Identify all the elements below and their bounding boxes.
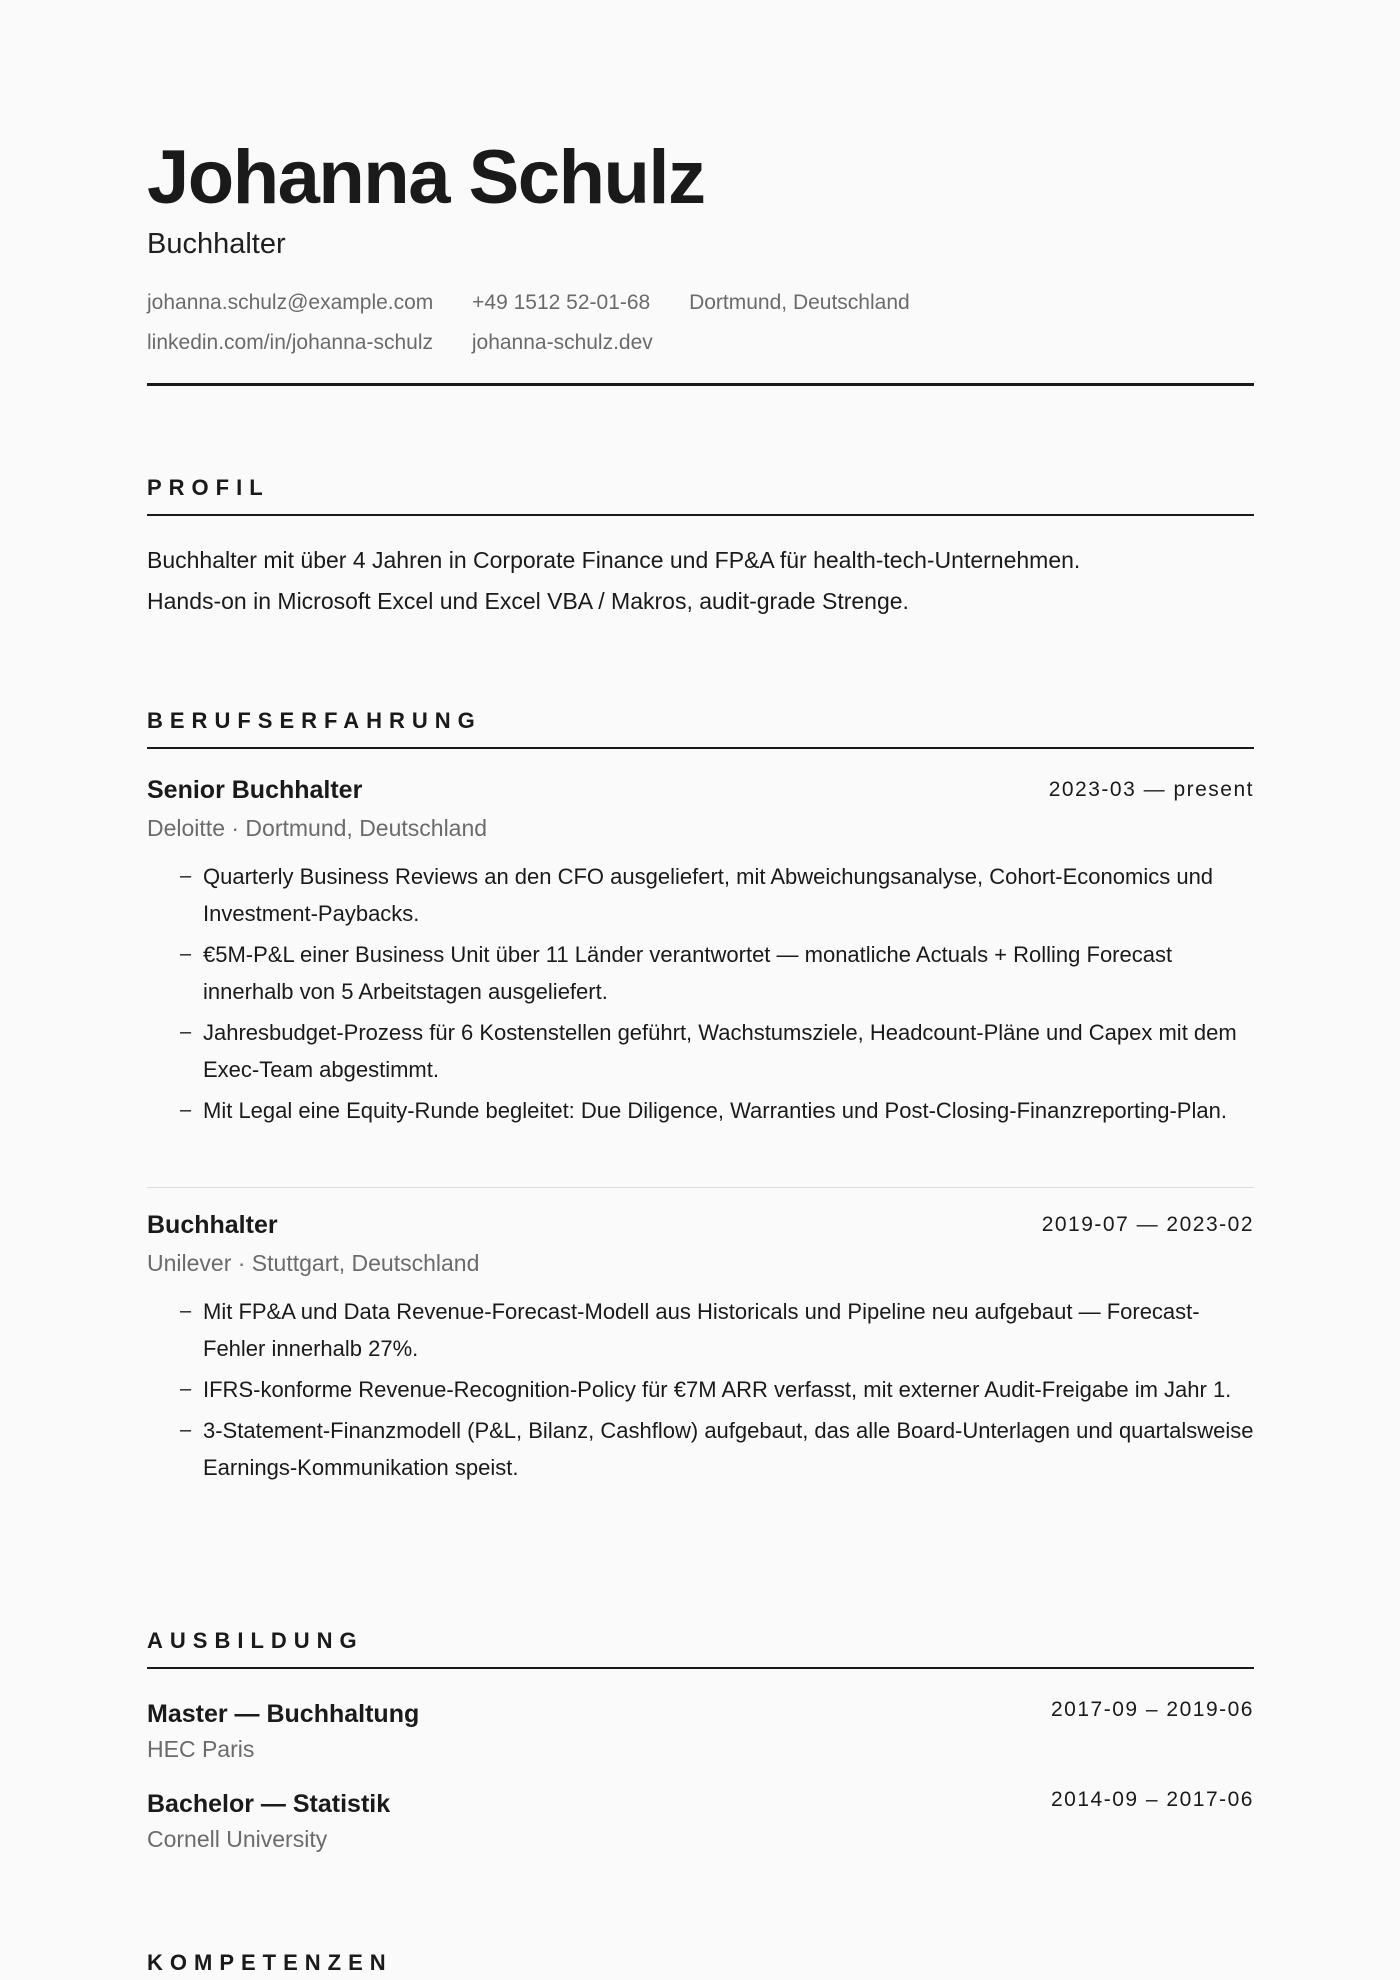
section-title-kompetenzen: KOMPETENZEN — [147, 1950, 393, 1975]
job-dates: 2019-07 — 2023-02 — [1041, 1213, 1254, 1236]
job-bullet: – Quarterly Business Reviews an den CFO ausgeliefert, mit Abweichungsanalyse, Cohort-Economics und Investment-Paybacks. — [147, 858, 1254, 932]
education-dates: 2014-09 – 2017-06 — [1051, 1788, 1254, 1811]
section-divider-ausbildung — [147, 1667, 1254, 1669]
section-title-ausbildung: AUSBILDUNG — [147, 1628, 364, 1653]
dash-icon: – — [180, 1021, 192, 1043]
education-entry — [147, 1790, 1254, 1853]
contact-location: Dortmund, Deutschland — [689, 291, 910, 314]
job-divider — [147, 1187, 1254, 1188]
job-bullets — [147, 858, 1254, 1129]
job-organization: Unilever · Stuttgart, Deutschland — [147, 1250, 480, 1276]
job-entry — [147, 1211, 1254, 1490]
job-header — [147, 776, 1254, 810]
candidate-name: Johanna Schulz — [147, 135, 705, 220]
section-divider-profil — [147, 514, 1254, 516]
education-dates: 2017-09 – 2019-06 — [1051, 1698, 1254, 1721]
section-divider-berufserfahrung — [147, 747, 1254, 749]
job-title: Senior Buchhalter — [147, 776, 363, 804]
section-title-profil: PROFIL — [147, 475, 270, 500]
education-school: HEC Paris — [147, 1736, 255, 1762]
education-school: Cornell University — [147, 1826, 328, 1852]
candidate-role: Buchhalter — [147, 228, 286, 260]
job-entry — [147, 776, 1254, 1133]
job-bullets — [147, 1293, 1254, 1486]
dash-icon: – — [180, 1099, 192, 1121]
contact-email[interactable]: johanna.schulz@example.com — [147, 291, 434, 314]
education-header — [147, 1790, 1254, 1824]
profile-line: Hands-on in Microsoft Excel und Excel VBA / Makros, audit-grade Strenge. — [147, 588, 909, 614]
contact-linkedin[interactable]: linkedin.com/in/johanna-schulz — [147, 331, 433, 354]
job-bullet: – IFRS-konforme Revenue-Recognition-Policy für €7M ARR verfasst, mit externer Audit-Freigabe im Jahr 1. — [147, 1371, 1254, 1408]
job-bullet: – Jahresbudget-Prozess für 6 Kostenstellen geführt, Wachstumsziele, Headcount-Pläne und Capex mit dem Exec-Team abgestimmt. — [147, 1014, 1254, 1088]
education-header — [147, 1700, 1254, 1734]
education-degree: Bachelor — Statistik — [147, 1790, 391, 1818]
job-dates: 2023-03 — present — [1048, 778, 1254, 801]
dash-icon: – — [180, 943, 192, 965]
dash-icon: – — [180, 1378, 192, 1400]
job-header — [147, 1211, 1254, 1245]
job-bullet: – Mit Legal eine Equity-Runde begleitet: Due Diligence, Warranties und Post-Closing-Finanzreporting-Plan. — [147, 1092, 1254, 1129]
dash-icon: – — [180, 865, 192, 887]
education-degree: Master — Buchhaltung — [147, 1700, 420, 1728]
contact-row-primary — [147, 291, 910, 315]
job-organization: Deloitte · Dortmund, Deutschland — [147, 815, 488, 841]
dash-icon: – — [180, 1419, 192, 1441]
header-divider — [147, 383, 1254, 386]
section-title-berufserfahrung: BERUFSERFAHRUNG — [147, 708, 482, 733]
job-title: Buchhalter — [147, 1211, 278, 1239]
job-bullet: – €5M-P&L einer Business Unit über 11 Länder verantwortet — monatliche Actuals + Rolling Forecast innerhalb von 5 Arbeitstagen ausgeliefert. — [147, 936, 1254, 1010]
profile-summary — [147, 540, 1254, 622]
dash-icon: – — [180, 1300, 192, 1322]
job-bullet: – 3-Statement-Finanzmodell (P&L, Bilanz, Cashflow) aufgebaut, das alle Board-Unterlagen und quartalsweise Earnings-Kommunikation speist. — [147, 1412, 1254, 1486]
job-bullet: – Mit FP&A und Data Revenue-Forecast-Modell aus Historicals und Pipeline neu aufgebaut — Forecast-Fehler innerhalb 27%. — [147, 1293, 1254, 1367]
profile-line: Buchhalter mit über 4 Jahren in Corporate Finance und FP&A für health-tech-Unternehmen. — [147, 547, 1081, 573]
contact-row-secondary — [147, 331, 653, 355]
education-entry — [147, 1700, 1254, 1763]
contact-phone[interactable]: +49 1512 52-01-68 — [472, 291, 651, 314]
contact-website[interactable]: johanna-schulz.dev — [471, 331, 653, 354]
